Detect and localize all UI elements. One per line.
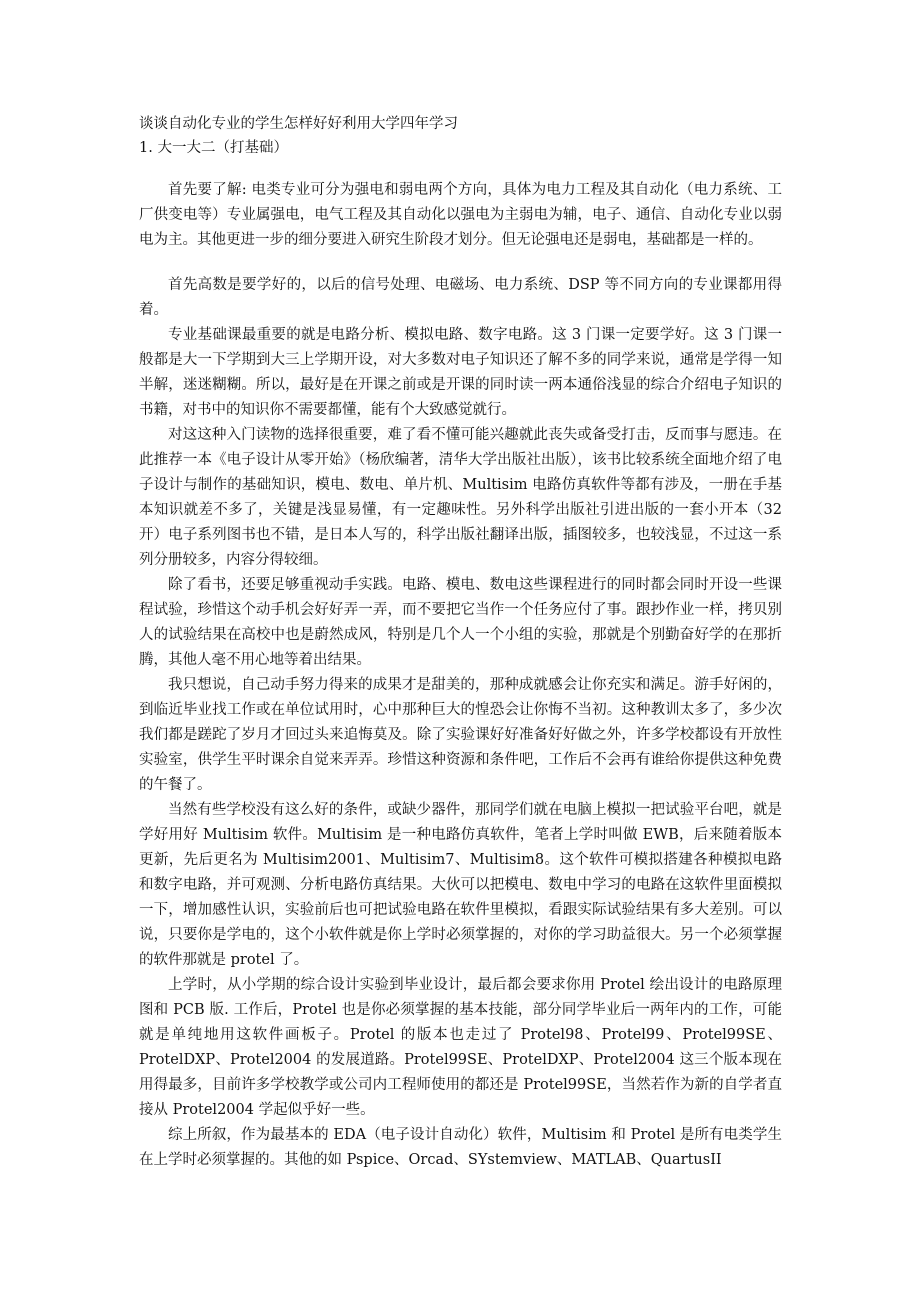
paragraph: 专业基础课最重要的就是电路分析、模拟电路、数字电路。这 3 门课一定要学好。这 3 门课一般都是大一下学期到大三上学期开设，对大多数对电子知识还了解不多的同学来说，通常是学得一知半解，迷迷糊糊。所以，最好是在开课之前或是开课的同时读一两本通俗浅显的综合介绍电子知识的书籍，对书中的知识你不需要都懂，能有个大致感觉就行。 <box>139 327 782 418</box>
paragraph: 首先高数是要学好的，以后的信号处理、电磁场、电力系统、DSP 等不同方向的专业课都用得着。 <box>139 277 782 318</box>
section-heading: 1. 大一大二（打基础） <box>139 140 288 156</box>
paragraph: 上学时，从小学期的综合设计实验到毕业设计，最后都会要求你用 Protel 绘出设计的电路原理图和 PCB 版. 工作后，Protel 也是你必须掌握的基本技能，部分同学毕业后一两年内的工作，可能就是单纯地用这软件画板子。Protel 的版本也走过了 Protel98、Protel99、Protel99SE、ProtelDXP、Protel2004 的发展道路。Protel99SE、ProtelDXP、Protel2004 这三个版本现在用得最多，目前许多学校教学或公司内工程师使用的都还是 Protel99SE，当然若作为新的自学者直接从 Protel2004 学起似乎好一些。 <box>139 977 782 1118</box>
document-title: 谈谈自动化专业的学生怎样好好利用大学四年学习 <box>139 116 458 132</box>
paragraph: 当然有些学校没有这么好的条件，或缺少器件，那同学们就在电脑上模拟一把试验平台吧，就是学好用好 Multisim 软件。Multisim 是一种电路仿真软件，笔者上学时叫做 EWB，后来随着版本更新，先后更名为 Multisim2001、Multisim7、Multisim8。这个软件可模拟搭建各种模拟电路和数字电路，并可观测、分析电路仿真结果。大伙可以把模电、数电中学习的电路在这软件里面模拟一下，增加感性认识，实验前后也可把试验电路在软件里模拟，看跟实际试验结果有多大差别。可以说，只要你是学电的，这个小软件就是你上学时必须掌握的，对你的学习助益很大。另一个必须掌握的软件那就是 protel 了。 <box>139 802 782 968</box>
paragraph: 对这这种入门读物的选择很重要，难了看不懂可能兴趣就此丧失或备受打击，反而事与愿违。在此推荐一本《电子设计从零开始》（杨欣编著，清华大学出版社出版），该书比较系统全面地介绍了电子设计与制作的基础知识，模电、数电、单片机、Multisim 电路仿真软件等都有涉及，一册在手基本知识就差不多了，关键是浅显易懂，有一定趣味性。另外科学出版社引进出版的一套小开本（32 开）电子系列图书也不错，是日本人写的，科学出版社翻译出版，插图较多，也较浅显，不过这一系列分册较多，内容分得较细。 <box>139 427 782 568</box>
paragraph: 我只想说，自己动手努力得来的成果才是甜美的，那种成就感会让你充实和满足。游手好闲的，到临近毕业找工作或在单位试用时，心中那种巨大的惶恐会让你悔不当初。这种教训太多了，多少次我们都是蹉跎了岁月才回过头来追悔莫及。除了实验课好好准备好好做之外，许多学校都设有开放性实验室，供学生平时课余自觉来弄弄。珍惜这种资源和条件吧，工作后不会再有谁给你提供这种免费的午餐了。 <box>139 677 782 793</box>
paragraph: 综上所叙，作为最基本的 EDA（电子设计自动化）软件，Multisim 和 Protel 是所有电类学生在上学时必须掌握的。其他的如 Pspice、Orcad、SYstemview、MATLAB、QuartusII <box>139 1127 782 1168</box>
paragraph: 首先要了解: 电类专业可分为强电和弱电两个方向，具体为电力工程及其自动化（电力系统、工厂供变电等）专业属强电，电气工程及其自动化以强电为主弱电为辅，电子、通信、自动化专业以弱电为主。其他更进一步的细分要进入研究生阶段才划分。但无论强电还是弱电，基础都是一样的。 <box>139 182 782 248</box>
document-page <box>139 112 782 1173</box>
paragraph: 除了看书，还要足够重视动手实践。电路、模电、数电这些课程进行的同时都会同时开设一些课程试验，珍惜这个动手机会好好弄一弄，而不要把它当作一个任务应付了事。跟抄作业一样，拷贝别人的试验结果在高校中也是蔚然成风，特别是几个人一个小组的实验，那就是个别勤奋好学的在那折腾，其他人毫不用心地等着出结果。 <box>139 577 782 668</box>
